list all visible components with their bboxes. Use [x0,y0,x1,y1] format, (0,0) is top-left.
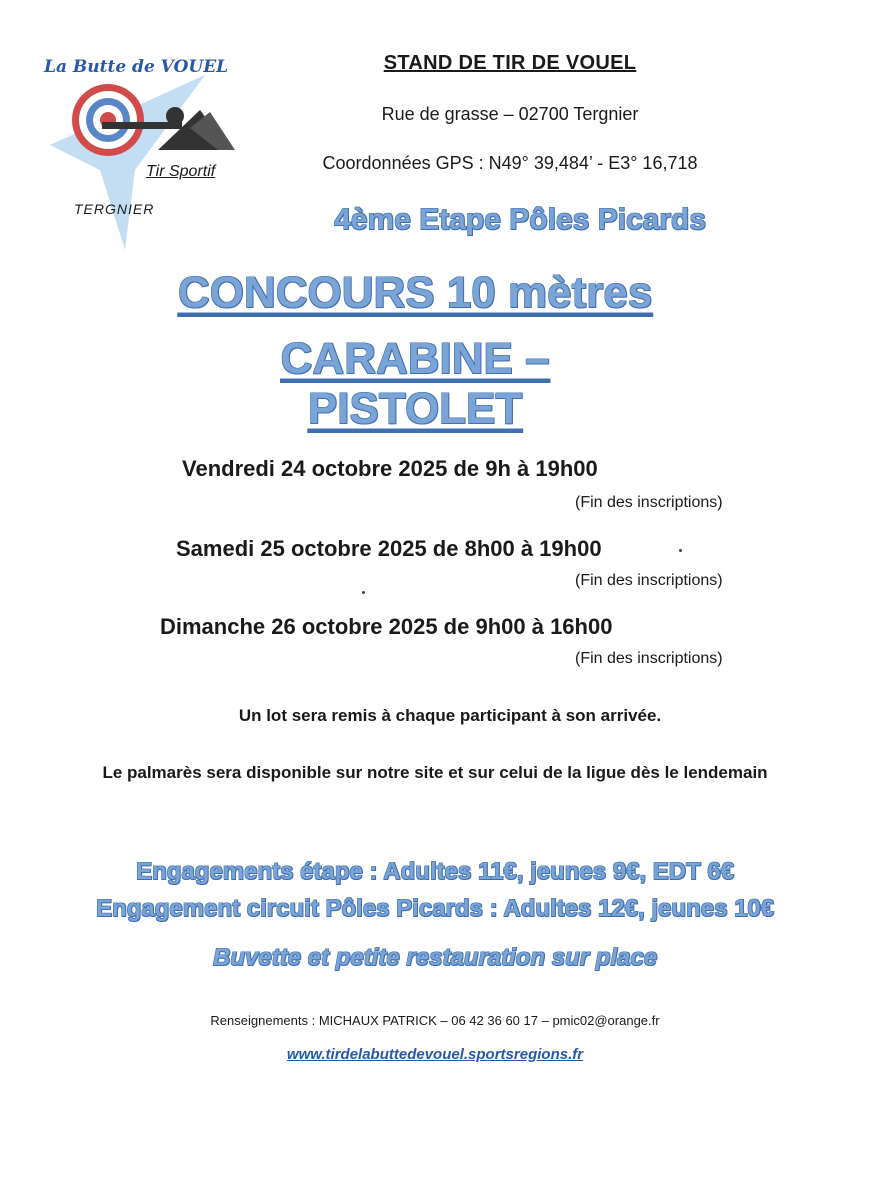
event-stage: 4ème Etape Pôles Picards [334,203,706,236]
scan-speck [362,591,365,594]
venue-name: STAND DE TIR DE VOUEL [383,52,637,74]
event-title-line1: CONCOURS 10 mètres [177,268,653,317]
results-note: Le palmarès sera disponible sur notre site et sur celui de la ligue dès le lendemain [102,763,768,782]
logo-city: TERGNIER [74,201,155,217]
fees-stage: Engagements étape : Adultes 11€, jeunes 9€, EDT 6€ [136,858,734,885]
logo-subtitle: Tir Sportif [146,163,216,180]
schedule-date: Vendredi 24 octobre 2025 de 9h à 19h00 [182,456,598,481]
schedule-note: (Fin des inscriptions) [575,572,723,589]
schedule-note: (Fin des inscriptions) [575,494,723,511]
fees-circuit: Engagement circuit Pôles Picards : Adultes 12€, jeunes 10€ [95,895,775,922]
schedule-note: (Fin des inscriptions) [575,650,723,667]
gps-coordinates: Coordonnées GPS : N49° 39,484’ - E3° 16,718 [322,153,698,173]
club-logo [40,50,250,255]
contact-info: Renseignements : MICHAUX PATRICK – 06 42 36 60 17 – pmic02@orange.fr [210,1013,660,1028]
refreshments-note: Buvette et petite restauration sur place [212,944,658,971]
logo-title: La Butte de VOUEL [44,57,229,77]
venue-address: Rue de grasse – 02700 Tergnier [381,104,639,124]
event-title-line2: CARABINE – PISTOLET [280,334,550,433]
schedule-date: Samedi 25 octobre 2025 de 8h00 à 19h00 [176,536,602,561]
schedule-date: Dimanche 26 octobre 2025 de 9h00 à 16h00 [160,614,613,639]
website-link[interactable]: www.tirdelabuttedevouel.sportsregions.fr [286,1046,584,1063]
prize-note: Un lot sera remis à chaque participant à son arrivée. [238,706,662,725]
scan-speck [679,549,682,552]
